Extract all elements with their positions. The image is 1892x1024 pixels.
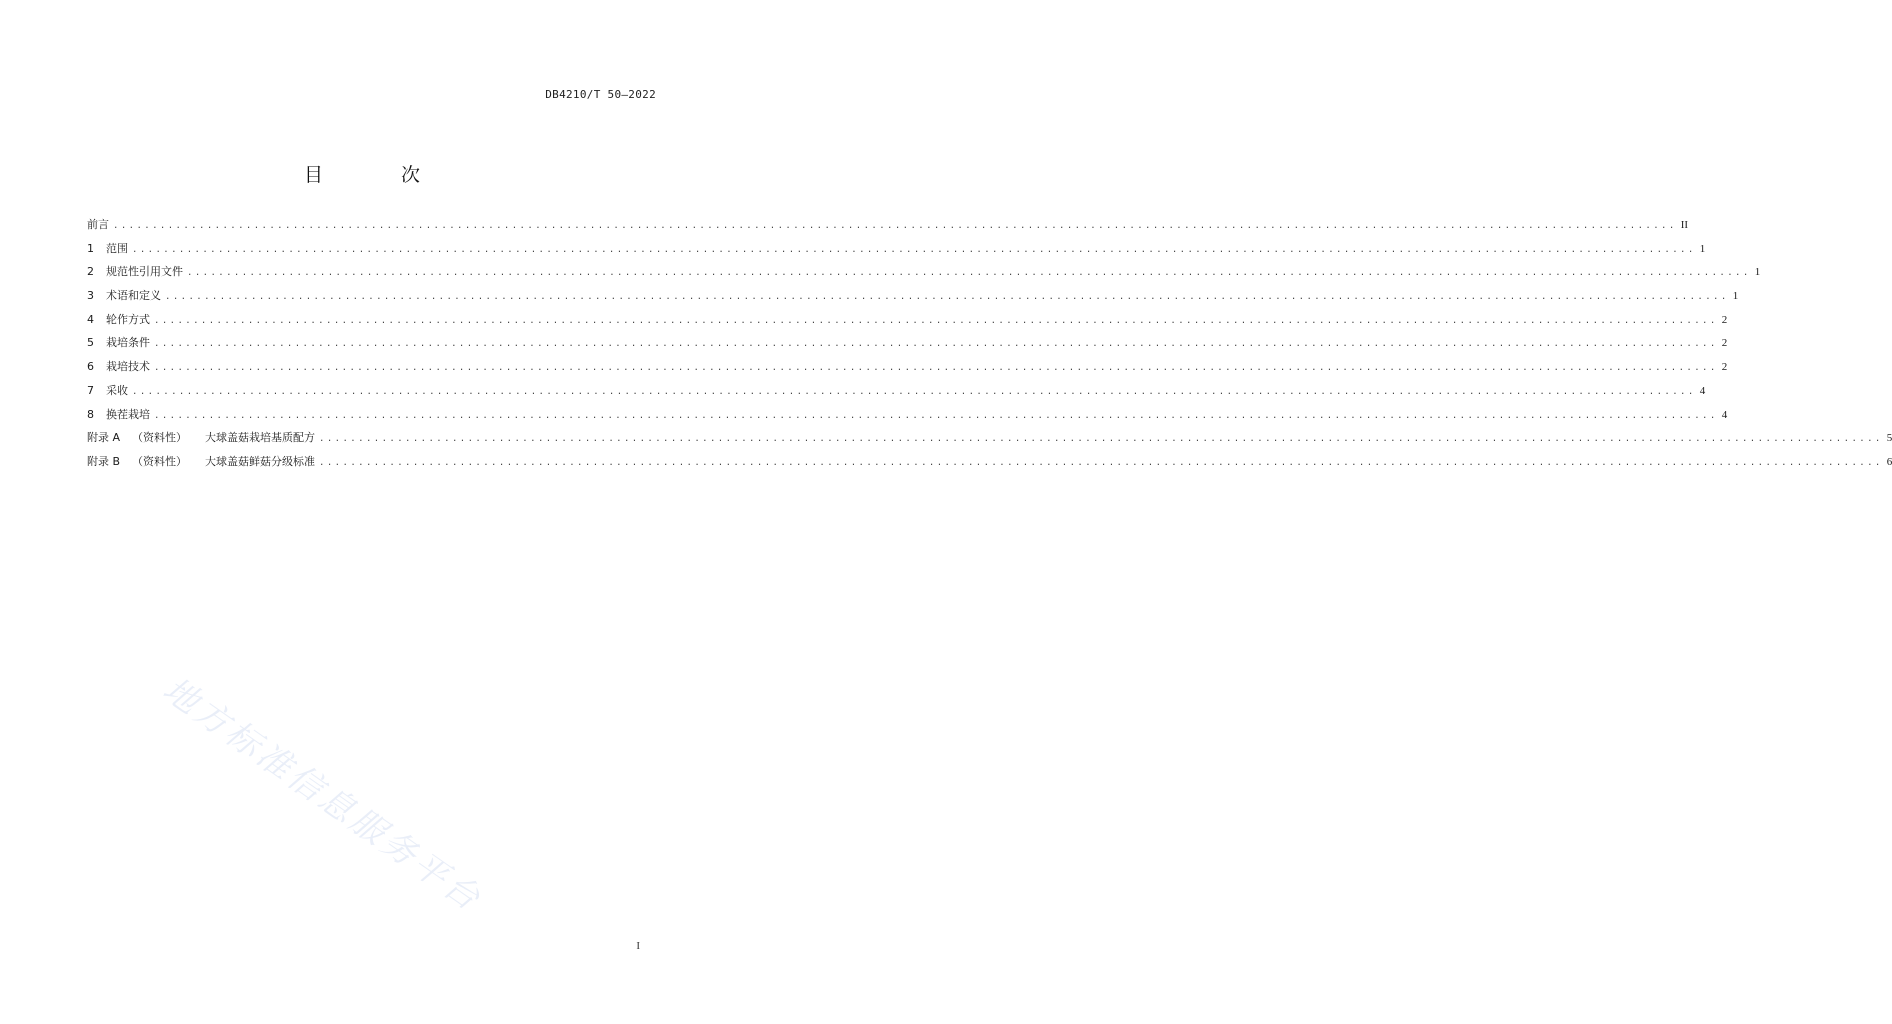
entry-number: 1 (87, 241, 94, 255)
dot-leader: ........................................................................................................................................................................................................ (154, 363, 1718, 374)
dot-leader: ........................................................................................................................................................................................................ (154, 315, 1718, 326)
toc-entry-scope[interactable] (87, 241, 1706, 266)
dot-leader: ........................................................................................................................................................................................................ (187, 268, 1751, 279)
entry-number: 5 (87, 336, 94, 350)
entry-title: 大球盖菇鲜菇分级标准 (205, 454, 316, 468)
entry-number: 4 (87, 312, 94, 326)
entry-page-number: 2 (1721, 337, 1728, 350)
toc-entry-cultivation-techniques[interactable] (87, 360, 1728, 384)
entry-title: 术语和定义 (106, 289, 161, 303)
appendix-number: 附录 B (87, 454, 121, 468)
entry-page-number: 5 (1886, 432, 1892, 445)
entry-label (87, 408, 150, 422)
entry-title: 栽培条件 (106, 336, 150, 350)
entry-page-number: 4 (1699, 384, 1706, 397)
entry-label (87, 265, 183, 279)
entry-page-number: 1 (1732, 290, 1739, 303)
entry-label (87, 384, 128, 398)
dot-leader: ........................................................................................................................................................................................................ (154, 410, 1718, 421)
entry-label (87, 455, 315, 469)
document-code: DB4210/T 50—2022 (545, 88, 656, 101)
entry-label (87, 218, 109, 232)
toc-entry-normative-references[interactable] (87, 265, 1761, 289)
entry-title: 规范性引用文件 (106, 265, 183, 279)
dot-leader: ........................................................................................................................................................................................................ (132, 386, 1696, 397)
toc-entry-foreword[interactable] (87, 218, 1689, 242)
entry-page-number: 2 (1721, 361, 1728, 374)
entry-page-number: 4 (1721, 408, 1728, 421)
entry-title: 换茬栽培 (106, 407, 150, 421)
entry-number: 8 (87, 407, 94, 421)
toc-entry-terms-definitions[interactable] (87, 289, 1739, 313)
table-of-contents (87, 218, 1892, 479)
entry-label (87, 336, 150, 350)
dot-leader: ........................................................................................................................................................................................................ (113, 221, 1677, 231)
toc-entry-cultivation-conditions[interactable] (87, 336, 1728, 360)
entry-label (87, 313, 150, 327)
entry-number: 6 (87, 360, 94, 374)
entry-label (87, 431, 315, 445)
entry-number: 7 (87, 383, 94, 397)
entry-label (87, 360, 150, 374)
dot-leader: ........................................................................................................................................................................................................ (319, 434, 1883, 445)
page-number: I (636, 940, 640, 952)
appendix-type: （资料性） (132, 431, 188, 445)
entry-page-number: II (1680, 219, 1689, 231)
entry-title: 大球盖菇栽培基质配方 (205, 431, 316, 445)
dot-leader: ........................................................................................................................................................................................................ (319, 457, 1883, 468)
dot-leader: ........................................................................................................................................................................................................ (165, 292, 1729, 303)
appendix-number: 附录 A (87, 431, 121, 445)
entry-page-number: 1 (1699, 242, 1706, 255)
toc-entry-appendix-a[interactable] (87, 431, 1892, 455)
entry-page-number: 2 (1721, 313, 1728, 326)
entry-title: 栽培技术 (106, 360, 150, 374)
toc-entry-rotation-mode[interactable] (87, 312, 1728, 337)
entry-title: 采收 (106, 383, 128, 397)
entry-number: 3 (87, 289, 94, 303)
entry-label (87, 242, 128, 256)
watermark: 地方标准信息服务平台 (155, 669, 490, 921)
dot-leader: ........................................................................................................................................................................................................ (132, 244, 1696, 255)
toc-entry-appendix-b[interactable] (87, 454, 1892, 479)
entry-title: 轮作方式 (106, 312, 150, 326)
entry-title: 范围 (106, 241, 128, 255)
toc-entry-crop-change-cultivation[interactable] (87, 407, 1728, 432)
toc-title: 目 次 (303, 164, 457, 186)
entry-label (87, 289, 161, 303)
entry-number: 2 (87, 265, 94, 279)
entry-page-number: 6 (1886, 455, 1892, 468)
toc-entry-harvesting[interactable] (87, 383, 1706, 408)
entry-title: 前言 (87, 218, 109, 231)
dot-leader: ........................................................................................................................................................................................................ (154, 339, 1718, 350)
entry-page-number: 1 (1754, 266, 1761, 279)
appendix-type: （资料性） (132, 454, 188, 468)
